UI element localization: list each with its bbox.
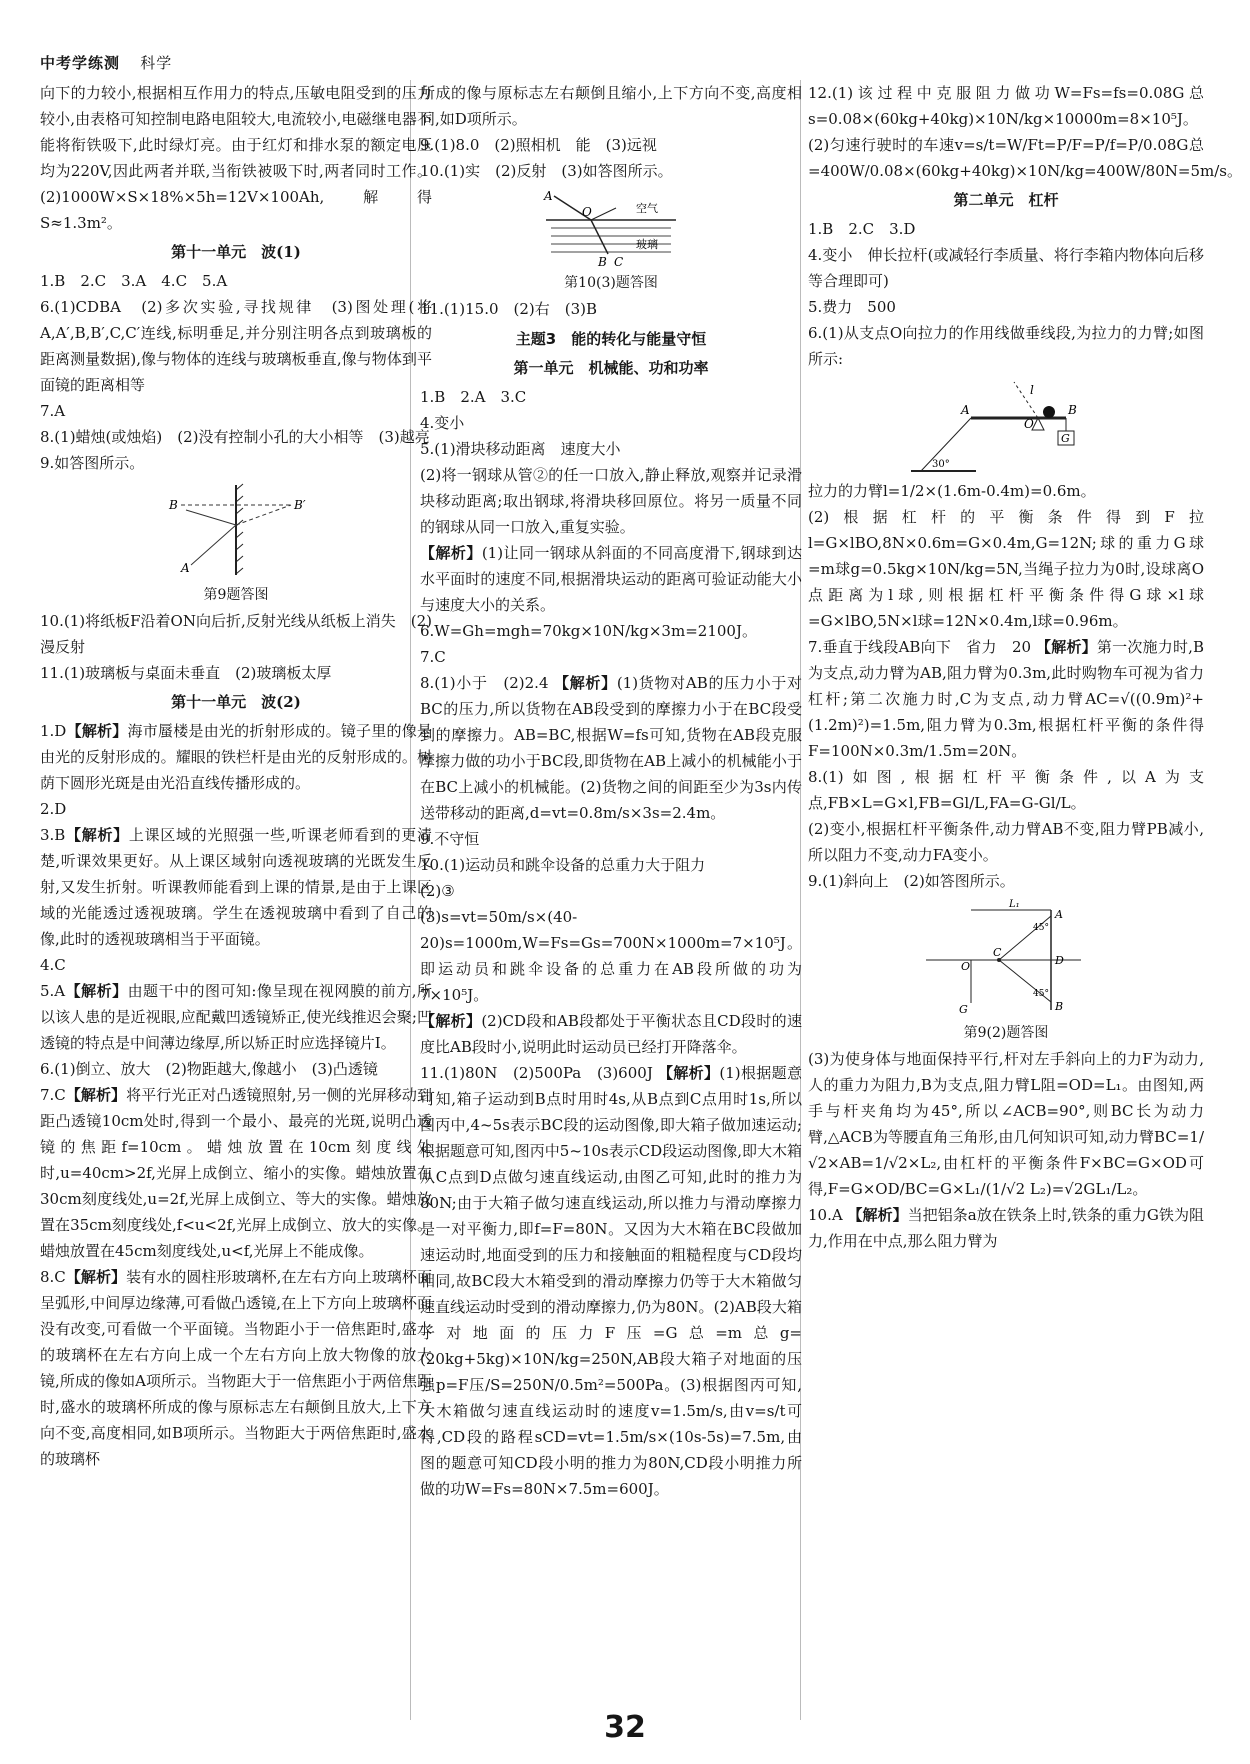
column-middle xyxy=(420,80,802,1502)
label-o: O xyxy=(582,205,592,219)
label-b: B xyxy=(598,255,607,268)
answer: 9.不守恒 xyxy=(420,830,480,848)
answer: (3)为使身体与地面保持平行,杆对左手斜向上的力F为动力,人的重力为阻力,B为支点,阻力臂L阻=OD=L₁。由图知,两手与杆夹角均为45°,所以∠ACB=90°,则BC长为动力臂,△ACB为等腰直角三角形,由几何知识可知,动力臂BC=1/√2×AB=1/√2×L₂,由杠杆的平衡条件F×BC=G×OD可得,F=G×OD/BC=G×L₁/(1/√2 L₂)=√2GL₁/L₂。 xyxy=(808,1050,1204,1198)
analysis-tag: 【解析】 xyxy=(65,1086,127,1104)
answer: 7.C xyxy=(420,648,446,666)
answer: 1.B 2.C 3.A 4.C 5.A xyxy=(40,272,228,290)
analysis-tag: 【解析】 xyxy=(65,826,129,844)
analysis-text: 将平行光正对凸透镜照射,另一侧的光屏移动到距凸透镜10cm处时,得到一个最小、最亮的光斑,说明凸透镜的焦距f=10cm。蜡烛放置在10cm刻度线处时,u=40cm>2f,光屏上成倒立、缩小的实像。蜡烛放置在30cm刻度线处,u=2f,光屏上成倒立、等大的实像。蜡烛放置在35cm刻度线处,f<u<2f,光屏上成倒立、放大的实像。蜡烛放置在45cm刻度线处,u<f,光屏上不能成像。 xyxy=(40,1086,432,1260)
label-l1: L₁ xyxy=(1009,899,1020,910)
label-b-prime: B′ xyxy=(294,498,306,512)
label-b: B xyxy=(1055,1000,1064,1013)
analysis-text: 由题干中的图可知:像呈现在视网膜的前方,所以该人患的是近视眼,应配戴凹透镜矫正,使光线推迟会聚;凹透镜的特点是中间薄边缘厚,所以矫正时应选择镜片Ⅰ。 xyxy=(40,982,432,1052)
answer: 10.(1)运动员和跳伞设备的总重力大于阻力 xyxy=(420,856,706,874)
answer: 6.W=Gh=mgh=70kg×10N/kg×3m=2100J。 xyxy=(420,622,757,640)
answer: (2)将一钢球从管②的任一口放入,静止释放,观察并记录滑块移动距离;取出钢球,将滑块移回原位。将另一质量不同的钢球从同一口放入,重复实验。 xyxy=(420,466,802,536)
page-number: 32 xyxy=(604,1710,646,1745)
answer: 11.(1)15.0 (2)右 (3)B xyxy=(420,300,598,318)
label-g: G xyxy=(959,1003,968,1016)
answer xyxy=(40,718,432,796)
analysis-text: (1)货物对AB的压力小于对BC的压力,所以货物在AB段受到的摩擦力小于在BC段受到的摩擦力。AB=BC,根据W=fs可知,货物在AB段克服摩擦力做的功小于BC段,即货物在AB上减小的机械能小于在BC上减小的机械能。(2)货物之间的间距至少为3s内传送带移动的距离,d=vt=0.8m/s×3s=2.4m。 xyxy=(420,674,802,822)
answer-number: 7.C xyxy=(40,1086,66,1104)
answer: 5.费力 500 xyxy=(808,298,896,316)
label-angle: 45° xyxy=(1033,923,1049,933)
book-title: 中考学练测 xyxy=(40,54,121,72)
paragraph: 向下的力较小,根据相互作用力的特点,压敏电阻受到的压力较小,由表格可知控制电路电阻较大,电流较小,电磁继电器不能将衔铁吸下,此时绿灯亮。由于红灯和排水泵的额定电压均为220V,因此两者并联,当衔铁被吸下时,两者同时工作。(2)1000W×S×18%×5h=12V×100Ah,解得S≈1.3m²。 xyxy=(40,84,432,232)
answer: 4.变小 伸长拉杆(或减轻行李质量、将行李箱内物体向后移等合理即可) xyxy=(808,246,1204,290)
label-a: A xyxy=(544,189,553,203)
analysis-tag: 【解析】 xyxy=(553,674,617,692)
figure-caption: 第9(2)题答图 xyxy=(963,1025,1049,1041)
answer xyxy=(40,978,432,1056)
label-angle: 30° xyxy=(932,459,950,470)
label-b: B xyxy=(1068,403,1077,417)
analysis-text: (2)CD段和AB段都处于平衡状态且CD段时的速度比AB段时小,说明此时运动员已经打开降落伞。 xyxy=(420,1012,802,1056)
unit-title: 第十一单元 波(1) xyxy=(171,243,301,261)
answer-number: 5.A xyxy=(40,982,66,1000)
unit-title: 第二单元 杠杆 xyxy=(953,191,1059,209)
analysis-tag: 【解析】 xyxy=(847,1206,908,1224)
answer-number: 3.B xyxy=(40,826,66,844)
answer-number: 7.垂直于线段AB向下 省力 20 xyxy=(808,638,1032,656)
analysis-tag: 【解析】 xyxy=(1036,638,1097,656)
answer: 8.(1)如图,根据杠杆平衡条件,以A为支点,FB×L=G×l,FB=Gl/L,FA=G-Gl/L。 xyxy=(808,768,1204,812)
label-c: C xyxy=(614,255,624,268)
answer: 1.B 2.C 3.D xyxy=(808,220,916,238)
label-d: D xyxy=(1055,954,1064,967)
analysis-text: 当把铝条a放在铁条上时,铁条的重力G铁为阻力,作用在中点,那么阻力臂为 xyxy=(808,1206,1204,1250)
theme-title: 主题3 能的转化与能量守恒 xyxy=(515,330,707,348)
answer xyxy=(808,634,1204,764)
analysis-tag: 【解析】 xyxy=(420,544,482,562)
label-b: B xyxy=(169,498,178,512)
answer: 11.(1)玻璃板与桌面未垂直 (2)玻璃板太厚 xyxy=(40,664,332,682)
answer: 2.D xyxy=(40,800,67,818)
answer xyxy=(420,670,802,826)
subject-label: 科学 xyxy=(140,54,173,72)
answer: 9.(1)8.0 (2)照相机 能 (3)远视 xyxy=(420,136,657,154)
analysis-tag: 【解析】 xyxy=(420,1012,482,1030)
analysis-tag: 【解析】 xyxy=(66,722,128,740)
answer: (3)s=vt=50m/s×(40-20)s=1000m,W=Fs=Gs=700N×1000m=7×10⁵J。即运动员和跳伞设备的总重力在AB段所做的功为7×10⁵J。 xyxy=(420,908,802,1004)
answer: 8.(1)蜡烛(或烛焰) (2)没有控制小孔的大小相等 (3)越亮 xyxy=(40,428,430,446)
answer: (2)根据杠杆的平衡条件得到F拉 l=G×lBO,8N×0.6m=G×0.4m,G=12N;球的重力G球=m球g=0.5kg×10N/kg=5N,当绳子拉力为0时,设球离O点距离为l球,则根据杠杆平衡条件得G球×l球=G×lBO,5N×l球=12N×0.4m,l球=0.96m。 xyxy=(808,508,1204,630)
answer: (2)③ xyxy=(420,882,455,900)
answer-number: 8.(1)小于 (2)2.4 xyxy=(420,674,549,692)
column-left xyxy=(40,80,432,1472)
answer: 6.(1)CDBA (2)多次实验,寻找规律 (3)图处理(将A,A′,B,B′,C,C′连线,标明垂足,并分别注明各点到玻璃板的距离测量数据),像与物体的连线与玻璃板垂直,像与物体到平面镜的距离相等 xyxy=(40,298,432,394)
answer-number: 10.A xyxy=(808,1206,843,1224)
analysis-tag: 【解析】 xyxy=(65,982,128,1000)
lever-diagram xyxy=(906,376,1106,476)
analysis-text: 海市蜃楼是由光的折射形成的。镜子里的像是由光的反射形成的。耀眼的铁栏杆是由光的反射形成的。树荫下圆形光斑是由光沿直线传播形成的。 xyxy=(40,722,432,792)
mirror-diagram xyxy=(151,480,321,580)
analysis-text: (1)让同一钢球从斜面的不同高度滑下,钢球到达水平面时的速度不同,根据滑块运动的距离可验证动能大小与速度大小的关系。 xyxy=(420,544,802,614)
analysis-tag: 【解析】 xyxy=(657,1064,720,1082)
answer xyxy=(420,540,802,618)
label-a: A xyxy=(181,561,190,575)
label-a: A xyxy=(961,403,970,417)
label-angle: 45° xyxy=(1033,989,1049,999)
analysis-text: 装有水的圆柱形玻璃杯,在左右方向上玻璃杯面呈弧形,中间厚边缘薄,可看做凸透镜,在上下方向上玻璃杯面没有改变,可看做一个平面镜。当物距小于一倍焦距时,盛水的玻璃杯在左右方向上成一个左右方向上放大物像的放大镜,所成的像如A项所示。当物距大于一倍焦距小于两倍焦距时,盛水的玻璃杯所成的像与原标志左右颠倒且放大,上下方向不变,高度相同,如B项所示。当物距大于两倍焦距时,盛水的玻璃杯 xyxy=(40,1268,432,1468)
label-g: G xyxy=(1061,432,1070,445)
page-header xyxy=(40,52,172,73)
answer: 4.C xyxy=(40,956,66,974)
answer: 10.(1)将纸板F沿着ON向后折,反射光线从纸板上消失 (2)漫反射 xyxy=(40,612,432,656)
label-c: C xyxy=(993,946,1002,959)
analysis-tag: 【解析】 xyxy=(65,1268,127,1286)
unit-title: 第十一单元 波(2) xyxy=(171,693,301,711)
paragraph: 所成的像与原标志左右颠倒且缩小,上下方向不变,高度相同,如D项所示。 xyxy=(420,84,802,128)
label-l: l xyxy=(1030,383,1034,397)
answer: 6.(1)倒立、放大 (2)物距越大,像越小 (3)凸透镜 xyxy=(40,1060,378,1078)
answer xyxy=(40,1082,432,1264)
label-o: O xyxy=(1024,417,1034,431)
answer: 9.如答图所示。 xyxy=(40,454,145,472)
refraction-diagram xyxy=(536,188,686,268)
column-right xyxy=(808,80,1242,1254)
answer xyxy=(808,1202,1204,1254)
analysis-text: 第一次施力时,B为支点,动力臂为AB,阻力臂为0.3m,此时购物车可视为省力杠杆;第二次施力时,C为支点,动力臂AC=√((0.9m)²+(1.2m)²)=1.5m,阻力臂为0.3m,根据杠杆平衡的条件得F=100N×0.3m/1.5m=20N。 xyxy=(808,638,1204,760)
label-o: O xyxy=(961,960,971,973)
answer: 4.变小 xyxy=(420,414,465,432)
answer-number: 8.C xyxy=(40,1268,66,1286)
label-air: 空气 xyxy=(636,202,658,215)
answer: 12.(1)该过程中克服阻力做功W=Fs=fs=0.08G总s=0.08×(60kg+40kg)×10N/kg×10000m=8×10⁵J。 xyxy=(808,84,1204,128)
answer xyxy=(40,1264,432,1472)
answer xyxy=(40,822,432,952)
answer: 10.(1)实 (2)反射 (3)如答图所示。 xyxy=(420,162,673,180)
answer: (2)匀速行驶时的车速v=s/t=W/Ft=P/F=P/f=P/0.08G总=400W/0.08×(60kg+40kg)×10N/kg=400W/80N=5m/s。 xyxy=(808,136,1242,180)
answer: 7.A xyxy=(40,402,66,420)
unit-title: 第一单元 机械能、功和功率 xyxy=(513,359,709,377)
answer: (2)变小,根据杠杆平衡条件,动力臂AB不变,阻力臂PB减小,所以阻力不变,动力FA变小。 xyxy=(808,820,1204,864)
figure-caption: 第9题答图 xyxy=(203,587,269,603)
answer: 6.(1)从支点O向拉力的作用线做垂线段,为拉力的力臂;如图所示: xyxy=(808,324,1204,368)
answer: 5.(1)滑块移动距离 速度大小 xyxy=(420,440,621,458)
answer: 1.B 2.A 3.C xyxy=(420,388,527,406)
pushup-diagram xyxy=(921,898,1091,1018)
analysis-text: 上课区域的光照强一些,听课老师看到的更清楚,听课效果更好。从上课区域射向透视玻璃的光既发生反射,又发生折射。听课教师能看到上课的情景,是由于上课区域的光能透过透视玻璃。学生在透视玻璃中看到了自己的像,此时的透视玻璃相当于平面镜。 xyxy=(40,826,432,948)
answer: 9.(1)斜向上 (2)如答图所示。 xyxy=(808,872,1015,890)
analysis-text: (1)根据题意可知,箱子运动到B点时用时4s,从B点到C点用时1s,所以图丙中,4~5s表示BC段的运动图像,即大箱子做加速运动;根据题意可知,图丙中5~10s表示CD段运动图像,即大木箱从C点到D点做匀速直线运动,由图乙可知,此时的推力为80N;由于大箱子做匀速直线运动,所以推力与滑动摩擦力是一对平衡力,即f=F=80N。又因为大木箱在BC段做加速运动时,地面受到的压力和接触面的粗糙程度与CD段均相同,故BC段大木箱受到的滑动摩擦力仍等于大木箱做匀速直线运动时受到的滑动摩擦力,仍为80N。(2)AB段大箱子对地面的压力F压=G总=m总g=(20kg+5kg)×10N/kg=250N,AB段大箱子对地面的压强p=F压/S=250N/0.5m²=500Pa。(3)根据图丙可知,大木箱做匀速直线运动时的速度v=1.5m/s,由v=s/t可得,CD段的路程sCD=vt=1.5m/s×(10s-5s)=7.5m,由图的题意可知CD段小明的推力为80N,CD段小明推力所做的功W=Fs=80N×7.5m=600J。 xyxy=(420,1064,802,1498)
answer xyxy=(420,1060,802,1502)
answer xyxy=(420,1008,802,1060)
answer-number: 11.(1)80N (2)500Pa (3)600J xyxy=(420,1064,653,1082)
figure-caption: 第10(3)题答图 xyxy=(564,275,658,291)
answer-number: 1.D xyxy=(40,722,67,740)
label-glass: 玻璃 xyxy=(636,238,658,251)
label-a: A xyxy=(1055,908,1063,921)
answer: 拉力的力臂l=1/2×(1.6m-0.4m)=0.6m。 xyxy=(808,482,1096,500)
